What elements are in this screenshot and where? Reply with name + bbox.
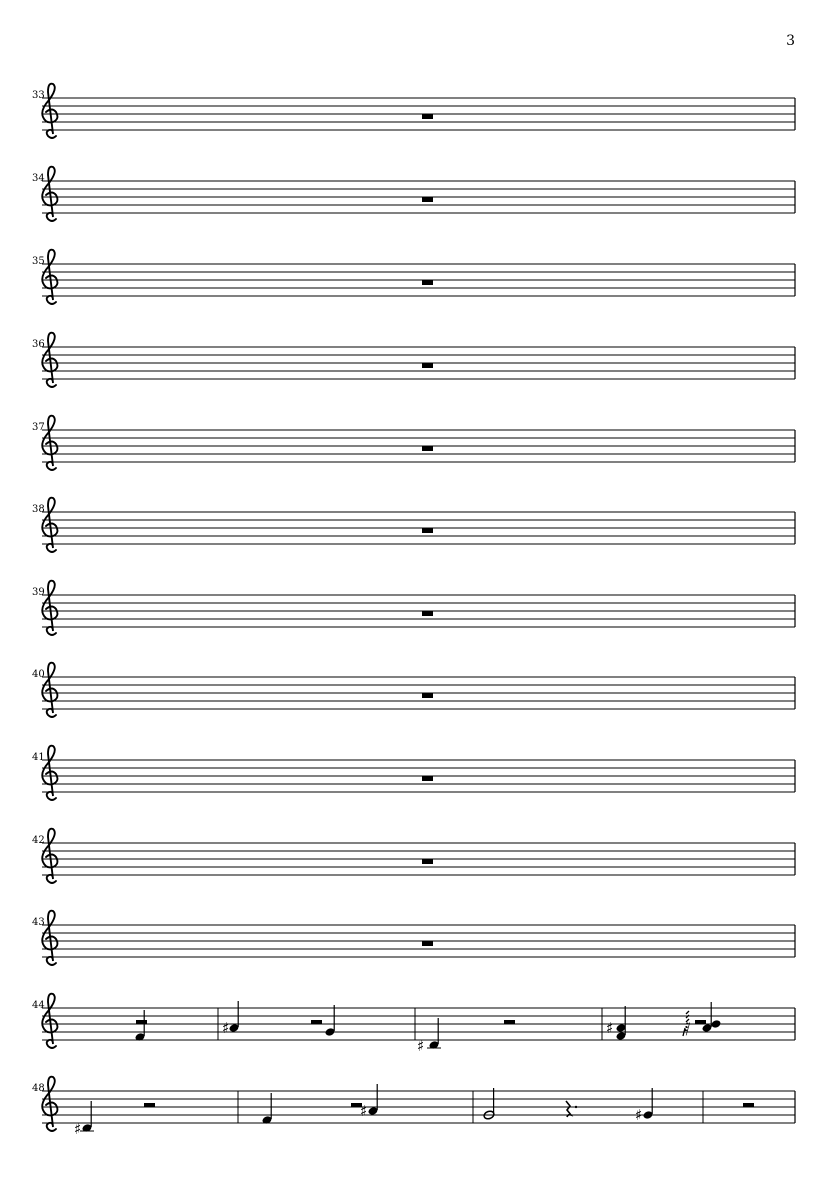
staff: [0, 264, 835, 334]
staff-system: [0, 504, 835, 582]
staff: [0, 760, 835, 830]
svg-text:♯: ♯: [360, 1102, 368, 1120]
measure-number: 36: [32, 339, 45, 350]
measure-number: 34: [32, 173, 45, 184]
staff: [0, 595, 835, 665]
measure-number: 39: [32, 587, 45, 598]
measure-number: 35: [32, 256, 45, 267]
staff-system: [0, 256, 835, 334]
staff: [0, 1091, 835, 1161]
measure-number: 43: [32, 917, 45, 928]
svg-text:𝅀: 𝅀: [684, 1019, 691, 1040]
svg-text:♯: ♯: [635, 1106, 643, 1124]
measure-number: 44: [32, 1000, 45, 1011]
staff-system: [0, 173, 835, 251]
staff-system: [0, 422, 835, 500]
svg-text:♯: ♯: [222, 1019, 230, 1037]
staff-system: [0, 669, 835, 747]
staff: [0, 1008, 835, 1078]
svg-text:♯: ♯: [606, 1019, 614, 1037]
svg-text:♯: ♯: [417, 1037, 425, 1055]
staff: [0, 347, 835, 417]
measure-number: 33: [32, 90, 45, 101]
staff: [0, 430, 835, 500]
svg-text:♯: ♯: [74, 1120, 82, 1138]
staff-system: [0, 1083, 835, 1161]
staff-system: [0, 752, 835, 830]
staff: [0, 512, 835, 582]
measure-number: 41: [32, 752, 45, 763]
measure-number: 37: [32, 422, 45, 433]
measure-number: 40: [32, 669, 45, 680]
staff: [0, 677, 835, 747]
staff: [0, 98, 835, 168]
staff-system: [0, 1000, 835, 1078]
staff: [0, 925, 835, 995]
staff-system: [0, 835, 835, 913]
page-number: 3: [786, 33, 795, 49]
staff: [0, 843, 835, 913]
staff-system: [0, 339, 835, 417]
staff-system: [0, 90, 835, 168]
measure-number: 48: [32, 1083, 45, 1094]
staff: [0, 181, 835, 251]
measure-number: 38: [32, 504, 45, 515]
measure-number: 42: [32, 835, 45, 846]
staff-system: [0, 917, 835, 995]
staff-system: [0, 587, 835, 665]
